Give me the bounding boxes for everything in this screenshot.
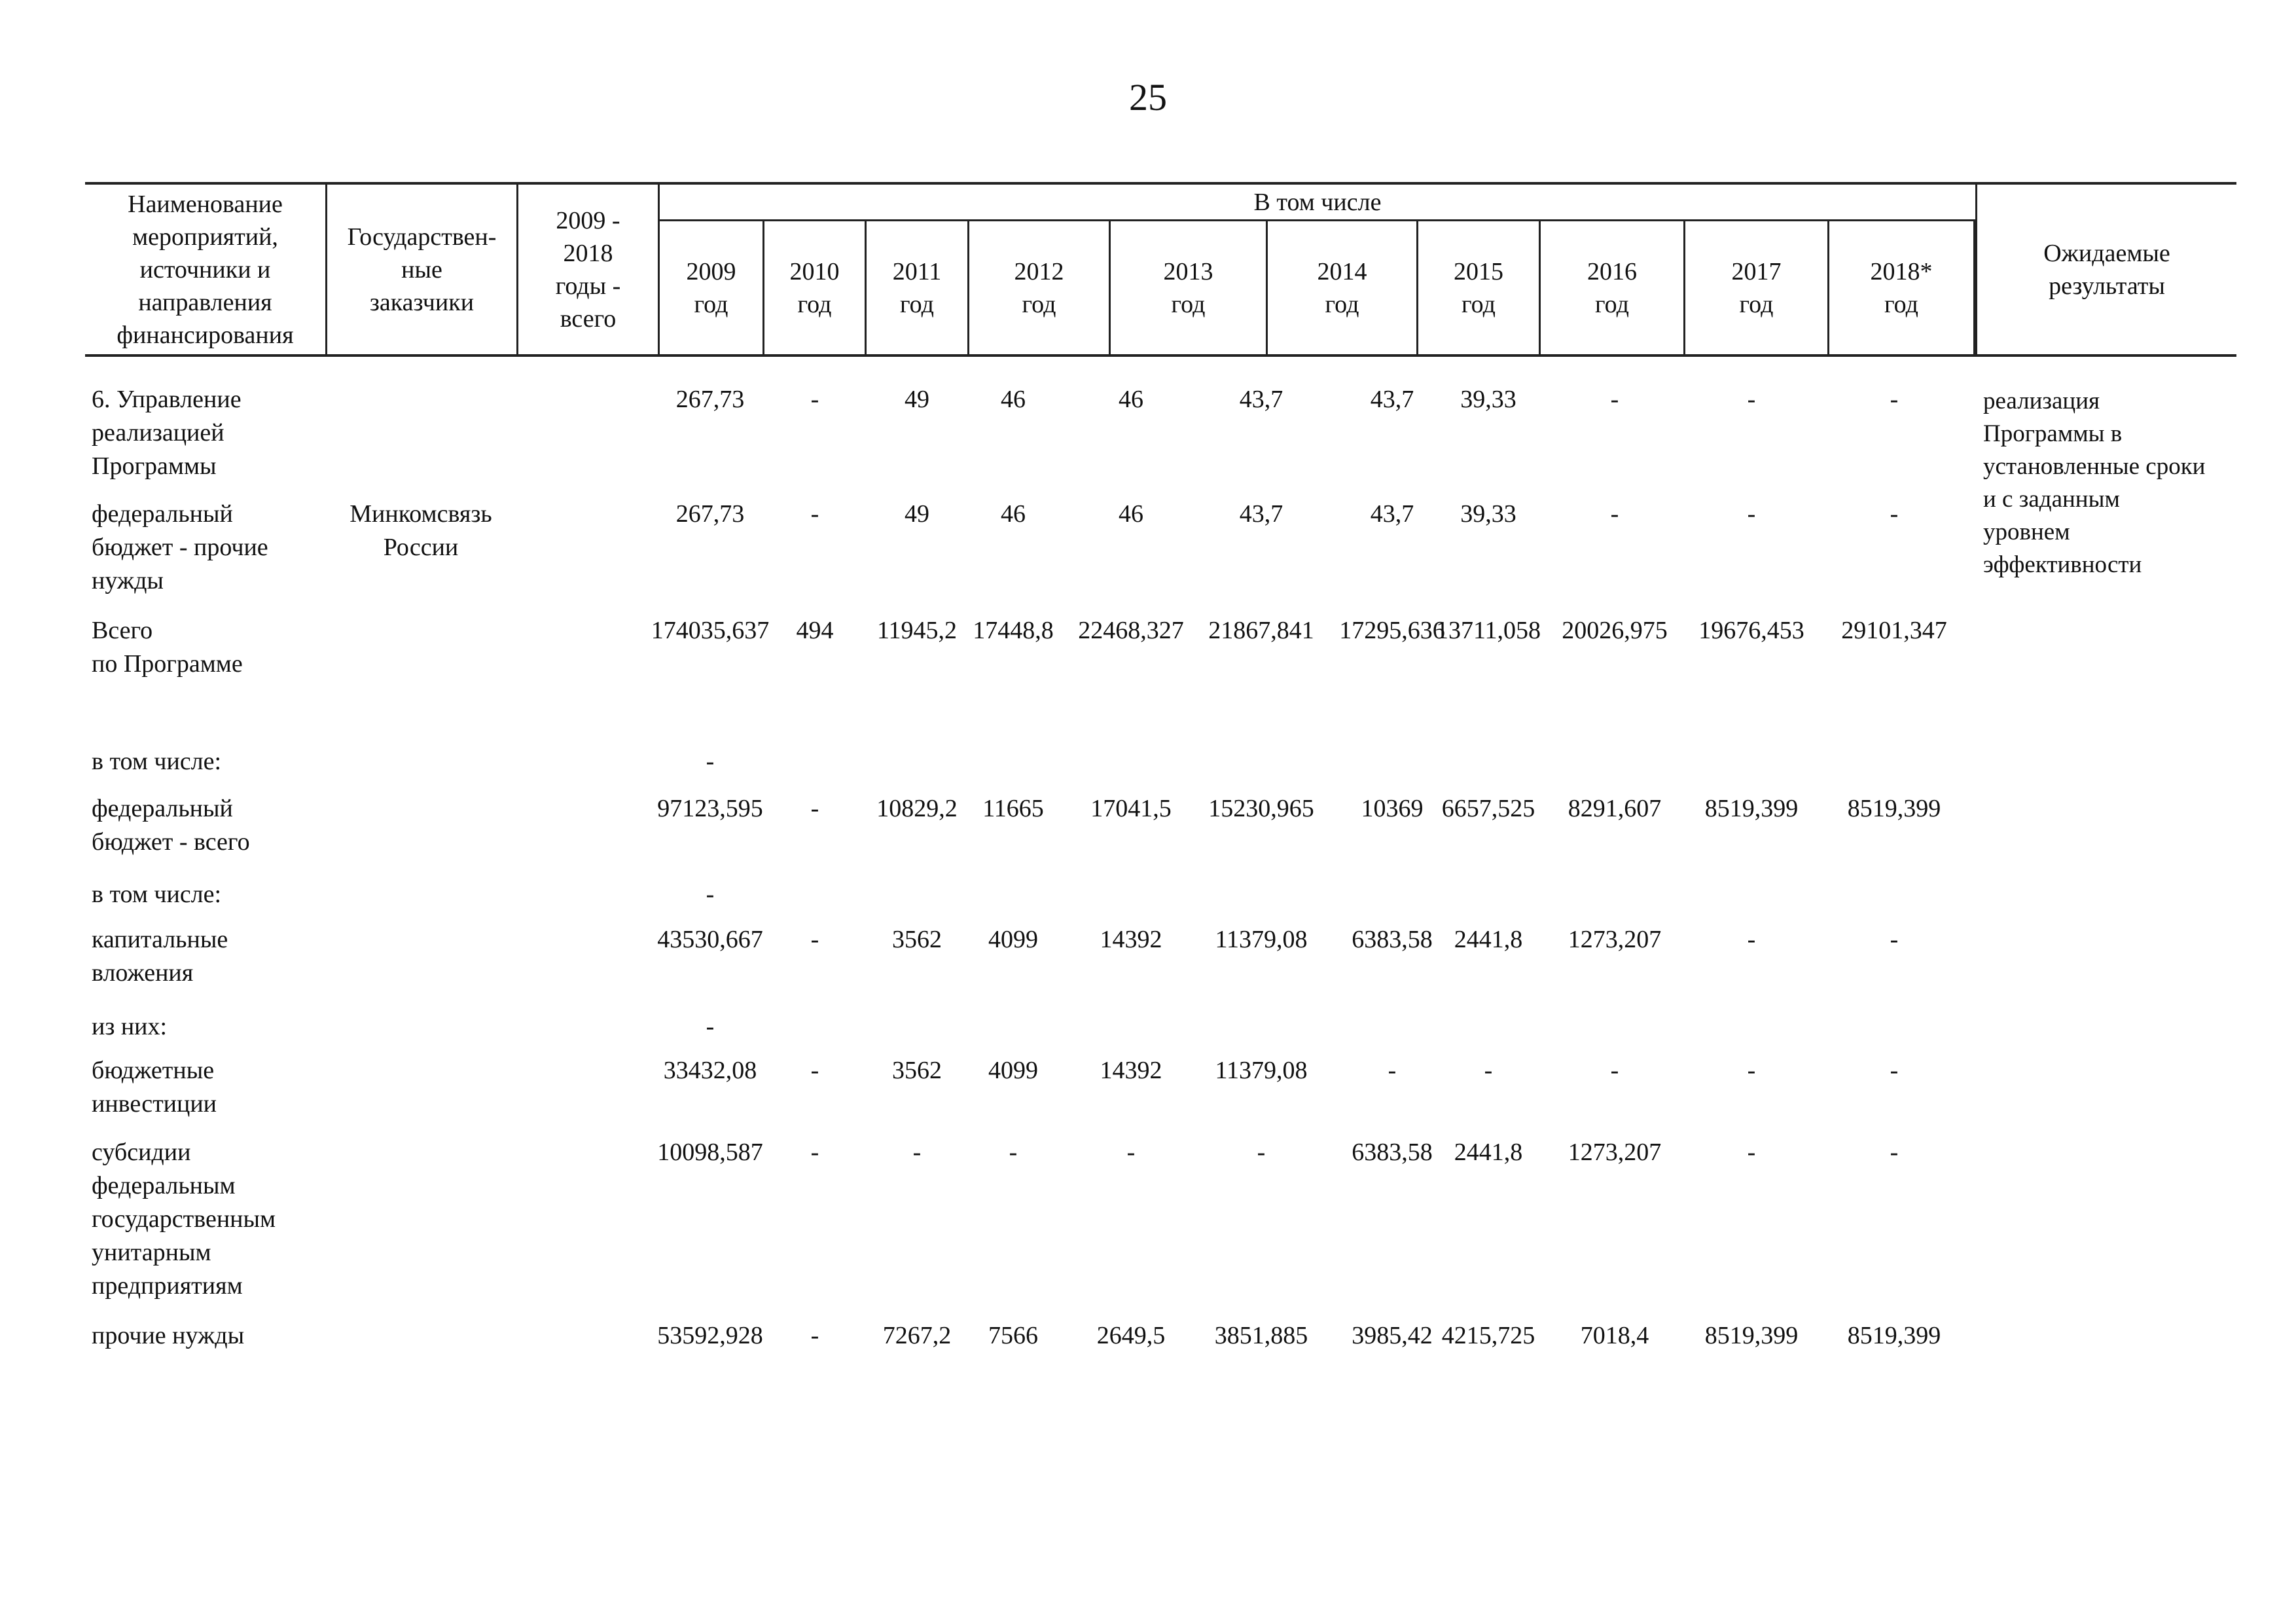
row-value: 11379,08 xyxy=(1215,926,1308,953)
row-value: 43,7 xyxy=(1370,500,1414,528)
row-value: 1273,207 xyxy=(1568,926,1662,953)
row-value: 43,7 xyxy=(1239,500,1283,528)
row-value: 46 xyxy=(1001,500,1026,528)
header-year: 2011 год xyxy=(867,221,969,354)
header-name: Наименование мероприятий, источники и направления финансирования xyxy=(85,185,327,354)
row-value: 29101,347 xyxy=(1841,617,1947,644)
row-value: 11945,2 xyxy=(876,617,958,644)
row-total: - xyxy=(706,748,715,775)
row-value: - xyxy=(1747,386,1756,413)
row-value: - xyxy=(810,1057,819,1084)
row-value: - xyxy=(810,926,819,953)
row-value: 43,7 xyxy=(1239,386,1283,413)
row-value: 8519,399 xyxy=(1704,795,1799,822)
row-value: 3562 xyxy=(892,1057,942,1084)
row-total: - xyxy=(706,1013,715,1040)
row-value: 4099 xyxy=(988,1057,1038,1084)
row-name: федеральный бюджет - всего xyxy=(92,795,250,856)
row-value: 3562 xyxy=(892,926,942,953)
row-value: 2441,8 xyxy=(1454,926,1523,953)
row-value: 6383,58 xyxy=(1352,926,1433,953)
header-year: 2016 год xyxy=(1541,221,1685,354)
row-value: 11665 xyxy=(982,795,1044,822)
row-value: - xyxy=(1890,386,1899,413)
row-total: 174035,637 xyxy=(651,617,770,644)
expected-result: реализация Программы в установленные сроки и с заданным уровнем эффективности xyxy=(1983,388,2206,578)
row-value: 43,7 xyxy=(1370,386,1414,413)
row-value: 8519,399 xyxy=(1847,795,1941,822)
row-value: 1273,207 xyxy=(1568,1139,1662,1166)
header-year: 2012 год xyxy=(969,221,1111,354)
row-value: - xyxy=(1610,500,1619,528)
page-number: 25 xyxy=(1129,76,1167,119)
row-value: - xyxy=(810,500,819,528)
row-value: - xyxy=(1747,500,1756,528)
row-value: 4099 xyxy=(988,926,1038,953)
row-value: 7018,4 xyxy=(1580,1322,1649,1349)
row-value: 17448,8 xyxy=(973,617,1054,644)
header-year: 2013 год xyxy=(1111,221,1268,354)
header-group-title: В том числе xyxy=(660,185,1975,221)
row-value: - xyxy=(1610,386,1619,413)
row-value: - xyxy=(1747,1057,1756,1084)
row-value: 10369 xyxy=(1361,795,1424,822)
row-value: 3985,42 xyxy=(1352,1322,1433,1349)
row-total: 267,73 xyxy=(675,500,745,528)
row-value: 11379,08 xyxy=(1215,1057,1308,1084)
row-value: - xyxy=(912,1139,922,1166)
row-value: 46 xyxy=(1001,386,1026,413)
row-value: 39,33 xyxy=(1460,386,1516,413)
row-total: 33432,08 xyxy=(663,1057,757,1084)
row-value: - xyxy=(1257,1139,1266,1166)
row-name: бюджетные инвестиции xyxy=(92,1057,217,1118)
row-value: - xyxy=(1890,500,1899,528)
row-value: 4215,725 xyxy=(1441,1322,1535,1349)
row-value: 2441,8 xyxy=(1454,1139,1523,1166)
row-name: Всего по Программе xyxy=(92,617,243,678)
row-value: 46 xyxy=(1119,386,1143,413)
header-total: 2009 - 2018 годы - всего xyxy=(518,185,660,354)
row-value: 17295,636 xyxy=(1339,617,1445,644)
row-value: 7267,2 xyxy=(882,1322,952,1349)
row-value: - xyxy=(810,795,819,822)
row-value: - xyxy=(1388,1057,1397,1084)
header-results: Ожидаемые результаты xyxy=(1975,185,2236,354)
row-value: - xyxy=(1890,1057,1899,1084)
header-year: 2017 год xyxy=(1685,221,1829,354)
row-value: - xyxy=(1009,1139,1018,1166)
row-name: 6. Управление реализацией Программы xyxy=(92,386,242,480)
row-value: 8291,607 xyxy=(1568,795,1662,822)
row-name: в том числе: xyxy=(92,748,222,775)
header-year: 2014 год xyxy=(1268,221,1418,354)
header-year: 2010 год xyxy=(764,221,867,354)
row-value: - xyxy=(1747,1139,1756,1166)
row-value: 21867,841 xyxy=(1208,617,1314,644)
row-value: - xyxy=(1484,1057,1493,1084)
row-value: 10829,2 xyxy=(876,795,958,822)
row-value: 39,33 xyxy=(1460,500,1516,528)
row-name: прочие нужды xyxy=(92,1322,245,1349)
row-total: 43530,667 xyxy=(657,926,763,953)
row-value: 494 xyxy=(796,617,834,644)
header-year: 2018* год xyxy=(1829,221,1975,354)
row-value: 3851,885 xyxy=(1214,1322,1308,1349)
row-total: 53592,928 xyxy=(657,1322,763,1349)
row-total: 97123,595 xyxy=(657,795,763,822)
row-value: 20026,975 xyxy=(1562,617,1668,644)
row-value: - xyxy=(1747,926,1756,953)
row-customer: Минкомсвязь России xyxy=(350,500,492,561)
row-value: 15230,965 xyxy=(1208,795,1314,822)
table-header xyxy=(85,182,2236,357)
row-value: 46 xyxy=(1119,500,1143,528)
row-value: 19676,453 xyxy=(1698,617,1804,644)
row-value: - xyxy=(810,386,819,413)
row-name: из них: xyxy=(92,1013,168,1040)
row-value: - xyxy=(810,1139,819,1166)
header-year: 2009 год xyxy=(660,221,764,354)
row-value: - xyxy=(1890,926,1899,953)
row-name: капитальные вложения xyxy=(92,926,228,987)
row-value: - xyxy=(1126,1139,1136,1166)
row-total: 10098,587 xyxy=(657,1139,763,1166)
row-value: 14392 xyxy=(1100,926,1162,953)
row-value: 17041,5 xyxy=(1090,795,1172,822)
row-value: 22468,327 xyxy=(1078,617,1184,644)
row-value: 8519,399 xyxy=(1847,1322,1941,1349)
row-name: в том числе: xyxy=(92,881,222,908)
row-total: - xyxy=(706,881,715,908)
row-value: 8519,399 xyxy=(1704,1322,1799,1349)
row-value: 6657,525 xyxy=(1441,795,1535,822)
row-value: 2649,5 xyxy=(1096,1322,1166,1349)
row-total: 267,73 xyxy=(675,386,745,413)
row-value: 13711,058 xyxy=(1435,617,1541,644)
row-name: субсидии федеральным государственным унитарным предприятиям xyxy=(92,1139,276,1300)
row-value: 49 xyxy=(905,500,929,528)
row-value: 49 xyxy=(905,386,929,413)
row-value: - xyxy=(810,1322,819,1349)
row-value: 14392 xyxy=(1100,1057,1162,1084)
row-value: 7566 xyxy=(988,1322,1038,1349)
row-name: федеральный бюджет - прочие нужды xyxy=(92,500,268,594)
header-year: 2015 год xyxy=(1418,221,1541,354)
row-value: - xyxy=(1610,1057,1619,1084)
header-customer: Государствен- ные заказчики xyxy=(327,185,518,354)
row-value: - xyxy=(1890,1139,1899,1166)
row-value: 6383,58 xyxy=(1352,1139,1433,1166)
